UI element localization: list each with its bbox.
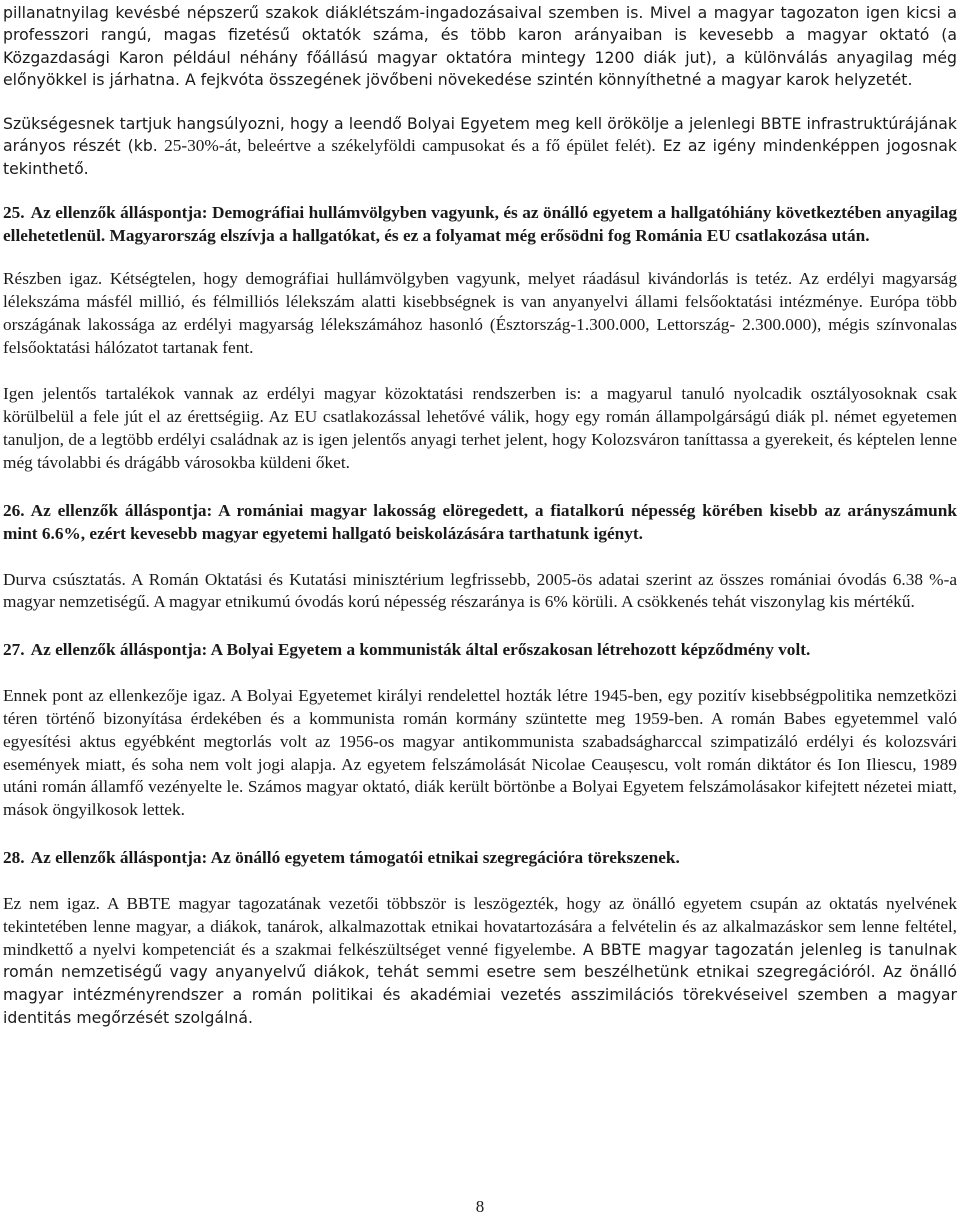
paragraph-history: Ennek pont az ellenkezője igaz. A Bolyai Egyetemet királyi rendelettel hozták létre 1945-ben, egy pozitív kisebbségpolitika nemzetközi téren történő bizonyítása érdekében és a kommunista román kormány szüntette meg 1959-ben. A román Babes egyetemmel való egyesítési aktus egyébként megtorlás volt az 1956-os magyar antikommunista szabadságharccal szimpatizáló erdélyi és kolozsvári események miatt, és soha nem volt jogi alapja. Az egyetem felszámolását Nicolae Ceaușescu, volt román diktátor és Ion Iliescu, 1989 utáni román államfő vezényelte le. Számos magyar oktató, diák került börtönbe a Bolyai Egyetem felszámolásakor kifejtett nézetei miatt, mások öngyilkosok lettek. [3, 686, 957, 820]
section-title: Az ellenzők álláspontja: A Bolyai Egyetem a kommunisták által erőszakosan létrehozott képződmény volt. [30, 640, 811, 660]
paragraph-kindergarten: Durva csúsztatás. A Román Oktatási és Kutatási minisztérium legfrissebb, 2005-ös adatai szerint az összes romániai óvodás 6.38 %-a magyar nemzetiségű. A magyar etnikumú óvodás korú népesség részaránya is 6% körüli. A csökkenés tehát viszonylag kis mértékű. [3, 569, 957, 612]
section-title: Az ellenzők álláspontja: Az önálló egyetem támogatói etnikai szegregációra törekszenek. [30, 847, 680, 867]
page-number: 8 [475, 1197, 485, 1216]
paragraph-reserves: Igen jelentős tartalékok vannak az erdélyi magyar közoktatási rendszerben is: a magyarul tanuló nyolcadik osztályosoknak csak körülbelül a fele jút el az érettségiig. Az EU csatlakozással lehetővé válik, hogy egy román állampolgárságú diák pl. német egyetemen tanuljon, de a legtöbb erdélyi családnak az is igen jelentős anyagi terhet jelent, hogy Kolozsváron taníttassa a gyerekeit, és képtelen lenne még távolabbi és drágább városokba küldeni őket. [3, 384, 957, 472]
section-number: 28. [3, 847, 25, 867]
paragraph-segregation-end: A BBTE magyar tagozatán jelenleg is tanulnak román nemzetiségű vagy anyanyelvű diákok, tehát semmi esetre sem beszélhetünk etnikai szegregációról. Az önálló magyar intézményrendszer a román politikai és akadémiai vezetés asszimilációs törekvéseivel szemben a magyar identitás megőrzését szolgálná. [3, 939, 958, 1027]
paragraph-segregation-start: Ez nem igaz. A BBTE magyar tagozatának vezetői többször is leszögezték, hogy az önálló egyetem csupán az oktatás nyelvének tekintetében lenne magyar, a diákok, tanárok, alkalmazottak etnikai hovatartozására a felvételin és az alkalmazáskor sem lenne feltétel, mindkettő a nyelvi kompetenciát és a szakmai felkészültséget venné figyelembe. [3, 893, 957, 959]
section-number: 25. [3, 203, 25, 223]
section-heading-25 [3, 201, 957, 247]
section-heading-28 [3, 846, 957, 869]
paragraph-infrastructure-end: Ez az igény mindenképpen jogosnak tekinthető. [3, 136, 957, 178]
section-heading-26 [3, 499, 957, 545]
section-title: Az ellenzők álláspontja: A romániai magyar lakosság elöregedett, a fiatalkorú népesség körében kisebb az arányszámunk mint 6.6%, ezért kevesebb magyar egyetemi hallgató beiskolázására tarthatunk igényt. [3, 500, 957, 543]
paragraph-continuation: pillanatnyilag kevésbé népszerű szakok diáklétszám-ingadozásaival szemben is. Mivel a magyar tagozaton igen kicsi a professzori rangú, magas fizetésű oktatók száma, és több karon arányaiban is kevesebb a magyar oktató (a Közgazdasági Karon például néhány főállású magyar oktatóra mintegy 1200 diák jut), a különválás anyagilag még előnyökkel is járhatna. A fejkvóta összegének jövőbeni növekedése szintén könnyíthetné a magyar karok helyzetét. [3, 3, 957, 90]
paragraph-demography: Részben igaz. Kétségtelen, hogy demográfiai hullámvölgyben vagyunk, melyet ráadásul kivándorlás is tetéz. Az erdélyi magyarság lélekszáma másfél millió, és félmilliós lélekszám alatti kisebbségnek is van anyanyelvi állami felsőoktatási intézménye. Európa több országának lakossága az erdélyi magyarság lélekszámához hasonló (Észtország-1.300.000, Lettország- 2.300.000), mégis színvonalas felsőoktatási hálózatot tartanak fent. [3, 269, 957, 357]
section-number: 26. [3, 500, 25, 520]
section-heading-27 [3, 638, 957, 661]
section-number: 27. [3, 640, 25, 660]
paragraph-infrastructure-share: 25-30%-át, beleértve a székelyföldi campusokat és a fő épület felét). [157, 136, 656, 156]
paragraph-segregation [3, 893, 957, 1030]
section-title: Az ellenzők álláspontja: Demográfiai hullámvölgyben vagyunk, és az önálló egyetem a hallgatóhiány következtében anyagilag ellehetetlenül. Magyarország elszívja a hallgatókat, és ez a folyamat még erősödni fog Románia EU csatlakozása után. [3, 203, 957, 246]
paragraph-infrastructure [3, 113, 957, 181]
paragraph-infrastructure-start: Szükségesnek tartjuk hangsúlyozni, hogy a leendő Bolyai Egyetem meg kell örökölje a jelenlegi BBTE infrastruktúrájának arányos részét (kb. [3, 113, 957, 156]
